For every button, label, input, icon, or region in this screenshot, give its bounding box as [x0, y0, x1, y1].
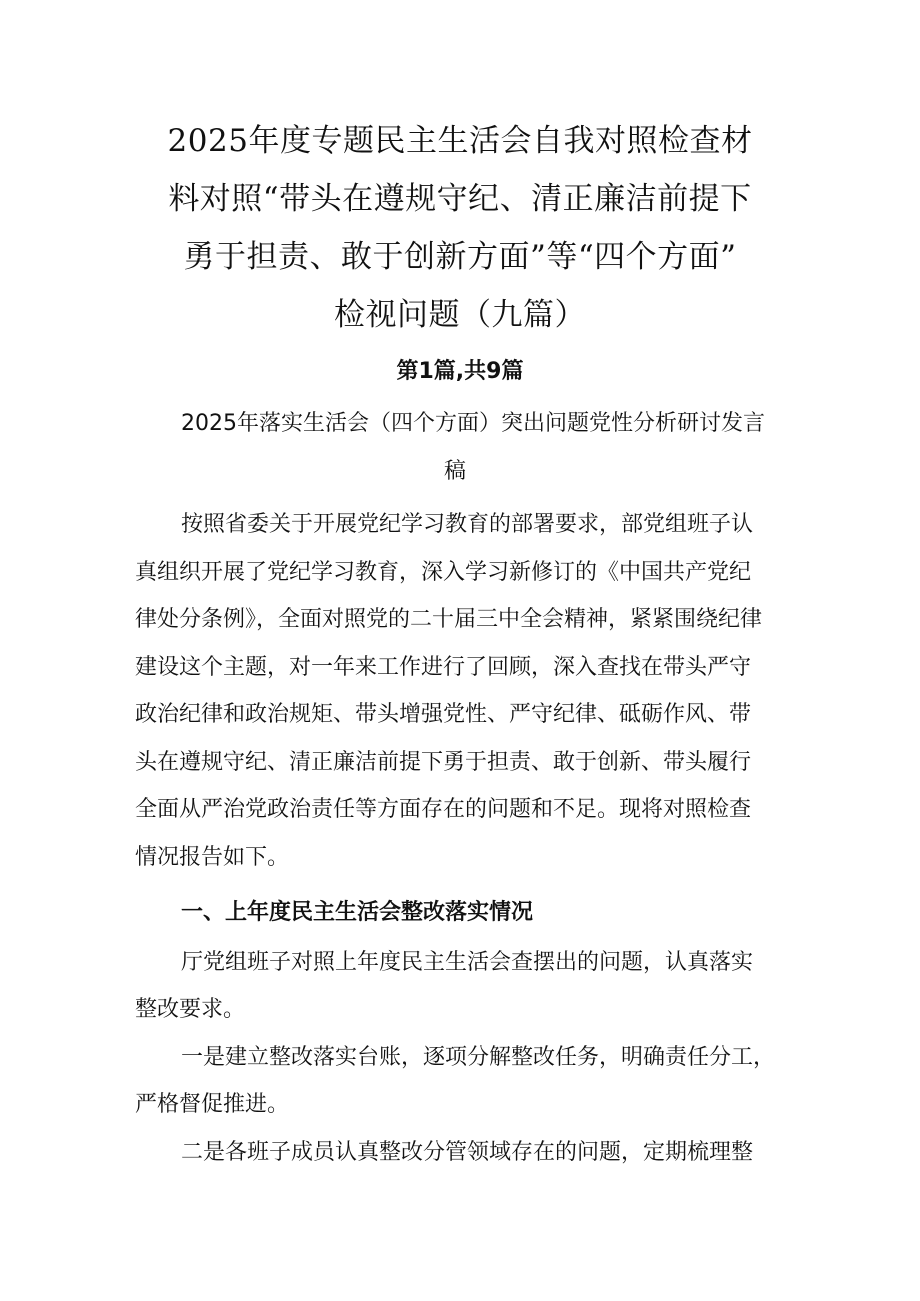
part-label: 第1篇,共9篇 — [396, 359, 524, 384]
article-body — [135, 501, 795, 1176]
paragraph-line: 真组织开展了党纪学习教育，深入学习新修订的《中国共产党纪 — [135, 559, 752, 585]
subtitle-line: 稿 — [443, 459, 466, 484]
subtitle-line: 2025年落实生活会（四个方面）突出问题党性分析研讨发言 — [181, 411, 765, 436]
paragraph-line: 律处分条例》，全面对照党的二十届三中全会精神，紧紧围绕纪律 — [135, 607, 763, 632]
title-line: 2025年度专题民主生活会自我对照检查材 — [167, 123, 753, 159]
paragraph-line: 严格督促推进。 — [135, 1092, 290, 1117]
paragraph-line: 厅党组班子对照上年度民主生活会查摆出的问题，认真落实 — [181, 949, 754, 975]
paragraph-line: 整改要求。 — [135, 997, 246, 1022]
paragraph-line: 一是建立整改落实台账，逐项分解整改任务，明确责任分工， — [181, 1044, 776, 1070]
paragraph-line: 全面从严治党政治责任等方面存在的问题和不足。现将对照检查 — [135, 797, 752, 822]
document-title — [110, 112, 810, 344]
title-line: 料对照“带头在遵规守纪、清正廉洁前提下 — [168, 181, 752, 217]
paragraph-line: 头在遵规守纪、清正廉洁前提下勇于担责、敢于创新、带头履行 — [135, 749, 752, 775]
section-paragraph — [135, 1034, 795, 1129]
section-heading: 一、上年度民主生活会整改落实情况 — [181, 900, 534, 925]
section-paragraph — [135, 939, 795, 1034]
title-line: 检视问题（九篇） — [334, 297, 586, 333]
paragraph-line: 二是各班子成员认真整改分管领域存在的问题，定期梳理整 — [181, 1139, 754, 1165]
paragraph-line: 情况报告如下。 — [135, 844, 290, 870]
paragraph-line: 政治纪律和政治规矩、带头增强党性、严守纪律、砥砺作风、带 — [135, 702, 752, 727]
article-subtitle — [135, 400, 795, 496]
title-line: 勇于担责、敢于创新方面”等“四个方面” — [183, 239, 737, 275]
paragraph-line: 按照省委关于开展党纪学习教育的部署要求，部党组班子认 — [181, 512, 754, 537]
paragraph-line: 建设这个主题，对一年来工作进行了回顾，深入查找在带头严守 — [135, 654, 752, 680]
intro-paragraph — [135, 501, 795, 881]
section-paragraph — [135, 1129, 795, 1177]
